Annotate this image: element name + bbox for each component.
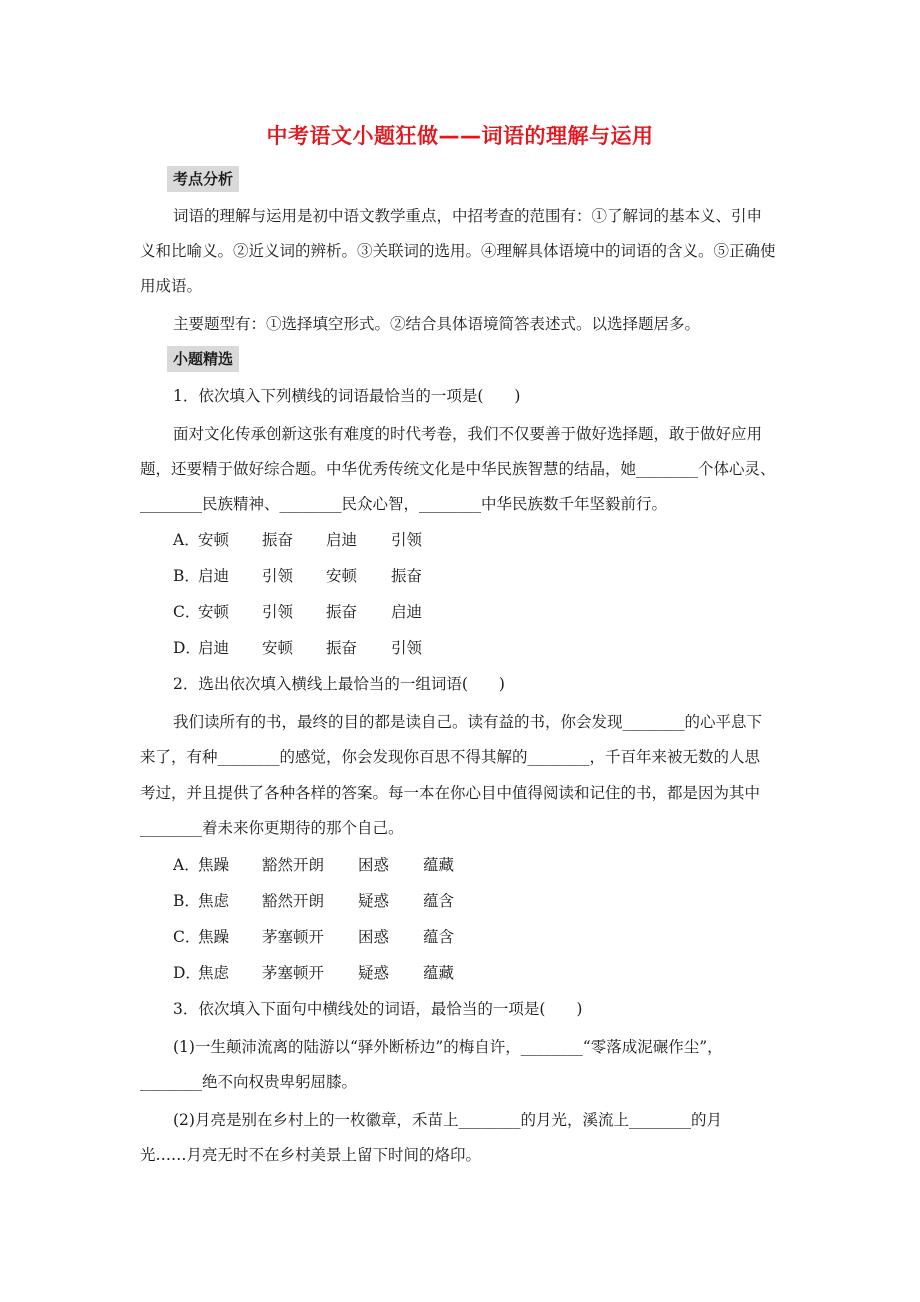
option-word: 启迪	[198, 639, 230, 657]
option-word: 振奋	[326, 603, 358, 621]
option-word: 引领	[391, 531, 423, 549]
option-letter: D．	[173, 964, 201, 982]
option-word: 振奋	[391, 567, 423, 585]
option-word: 疑惑	[358, 892, 390, 910]
option-letter: C．	[173, 928, 201, 946]
question-3-text: 光……月亮无时不在乡村美景上留下时间的烙印。	[140, 1146, 482, 1164]
question-3-text: (1)一生颠沛流离的陆游以“驿外断桥边”的梅自许，________“零落成泥碾作尘”，	[173, 1038, 723, 1056]
question-2-text: 考过，并且提供了各种各样的答案。每一本在你心目中值得阅读和记住的书，都是因为其中	[140, 784, 761, 802]
option-word: 引领	[262, 603, 294, 621]
analysis-line: 用成语。	[140, 277, 203, 295]
option-word: 安顿	[326, 567, 358, 585]
question-2-stem: 2．选出依次填入横线上最恰当的一组词语( )	[173, 675, 505, 693]
option-word: 蕴含	[423, 928, 455, 946]
question-3-text: (2)月亮是别在乡村上的一枚徽章，禾苗上________的月光，溪流上________的月	[173, 1111, 722, 1129]
question-1-text: 题，还要精于做好综合题。中华优秀传统文化是中华民族智慧的结晶，她________个体心灵、	[140, 460, 776, 478]
option-word: 振奋	[262, 531, 294, 549]
option-word: 振奋	[326, 639, 358, 657]
question-1-stem: 1．依次填入下列横线的词语最恰当的一项是( )	[173, 387, 521, 405]
option-word: 启迪	[391, 603, 423, 621]
option-word: 引领	[391, 639, 423, 657]
option-word: 焦躁	[198, 856, 230, 874]
option-word: 豁然开朗	[262, 856, 325, 874]
option-letter: A．	[173, 856, 200, 874]
option-word: 蕴藏	[423, 964, 455, 982]
option-word: 蕴含	[423, 892, 455, 910]
option-word: 困惑	[358, 928, 390, 946]
question-1-text: ________民族精神、________民众心智，________中华民族数千年坚毅前行。	[140, 495, 668, 513]
option-word: 焦虑	[198, 964, 230, 982]
option-word: 蕴藏	[423, 856, 455, 874]
option-word: 引领	[262, 567, 294, 585]
option-word: 安顿	[198, 531, 230, 549]
question-3-stem: 3．依次填入下面句中横线处的词语，最恰当的一项是( )	[173, 1000, 583, 1018]
analysis-line: 主要题型有：①选择填空形式。②结合具体语境简答表述式。以选择题居多。	[173, 315, 701, 333]
question-3-text: ________绝不向权贵卑躬屈膝。	[140, 1073, 358, 1091]
option-letter: B．	[173, 892, 200, 910]
option-letter: B．	[173, 567, 200, 585]
option-word: 启迪	[198, 567, 230, 585]
option-word: 豁然开朗	[262, 892, 325, 910]
option-word: 启迪	[326, 531, 358, 549]
question-2-text: 来了，有种________的感觉，你会发现你百思不得其解的________，千百年来被无数的人思	[140, 748, 761, 766]
analysis-line: 词语的理解与运用是初中语文教学重点，中招考查的范围有：①了解词的基本义、引申	[173, 207, 763, 225]
option-word: 困惑	[358, 856, 390, 874]
section-heading-analysis: 考点分析	[167, 166, 239, 192]
question-2-text: ________着未来你更期待的那个自己。	[140, 819, 404, 837]
option-letter: A．	[173, 531, 200, 549]
question-2-text: 我们读所有的书，最终的目的都是读自己。读有益的书，你会发现________的心平息下	[173, 713, 763, 731]
option-word: 焦虑	[198, 892, 230, 910]
option-word: 疑惑	[358, 964, 390, 982]
option-word: 安顿	[262, 639, 294, 657]
option-word: 焦躁	[198, 928, 230, 946]
option-word: 茅塞顿开	[262, 928, 325, 946]
option-word: 安顿	[198, 603, 230, 621]
option-word: 茅塞顿开	[262, 964, 325, 982]
question-1-text: 面对文化传承创新这张有难度的时代考卷，我们不仅要善于做好选择题，敢于做好应用	[173, 425, 763, 443]
analysis-line: 义和比喻义。②近义词的辨析。③关联词的选用。④理解具体语境中的词语的含义。⑤正确使	[140, 242, 776, 260]
section-heading-practice: 小题精选	[167, 346, 239, 372]
page-title: 中考语文小题狂做——词语的理解与运用	[266, 124, 654, 148]
option-letter: C．	[173, 603, 201, 621]
option-letter: D．	[173, 639, 201, 657]
